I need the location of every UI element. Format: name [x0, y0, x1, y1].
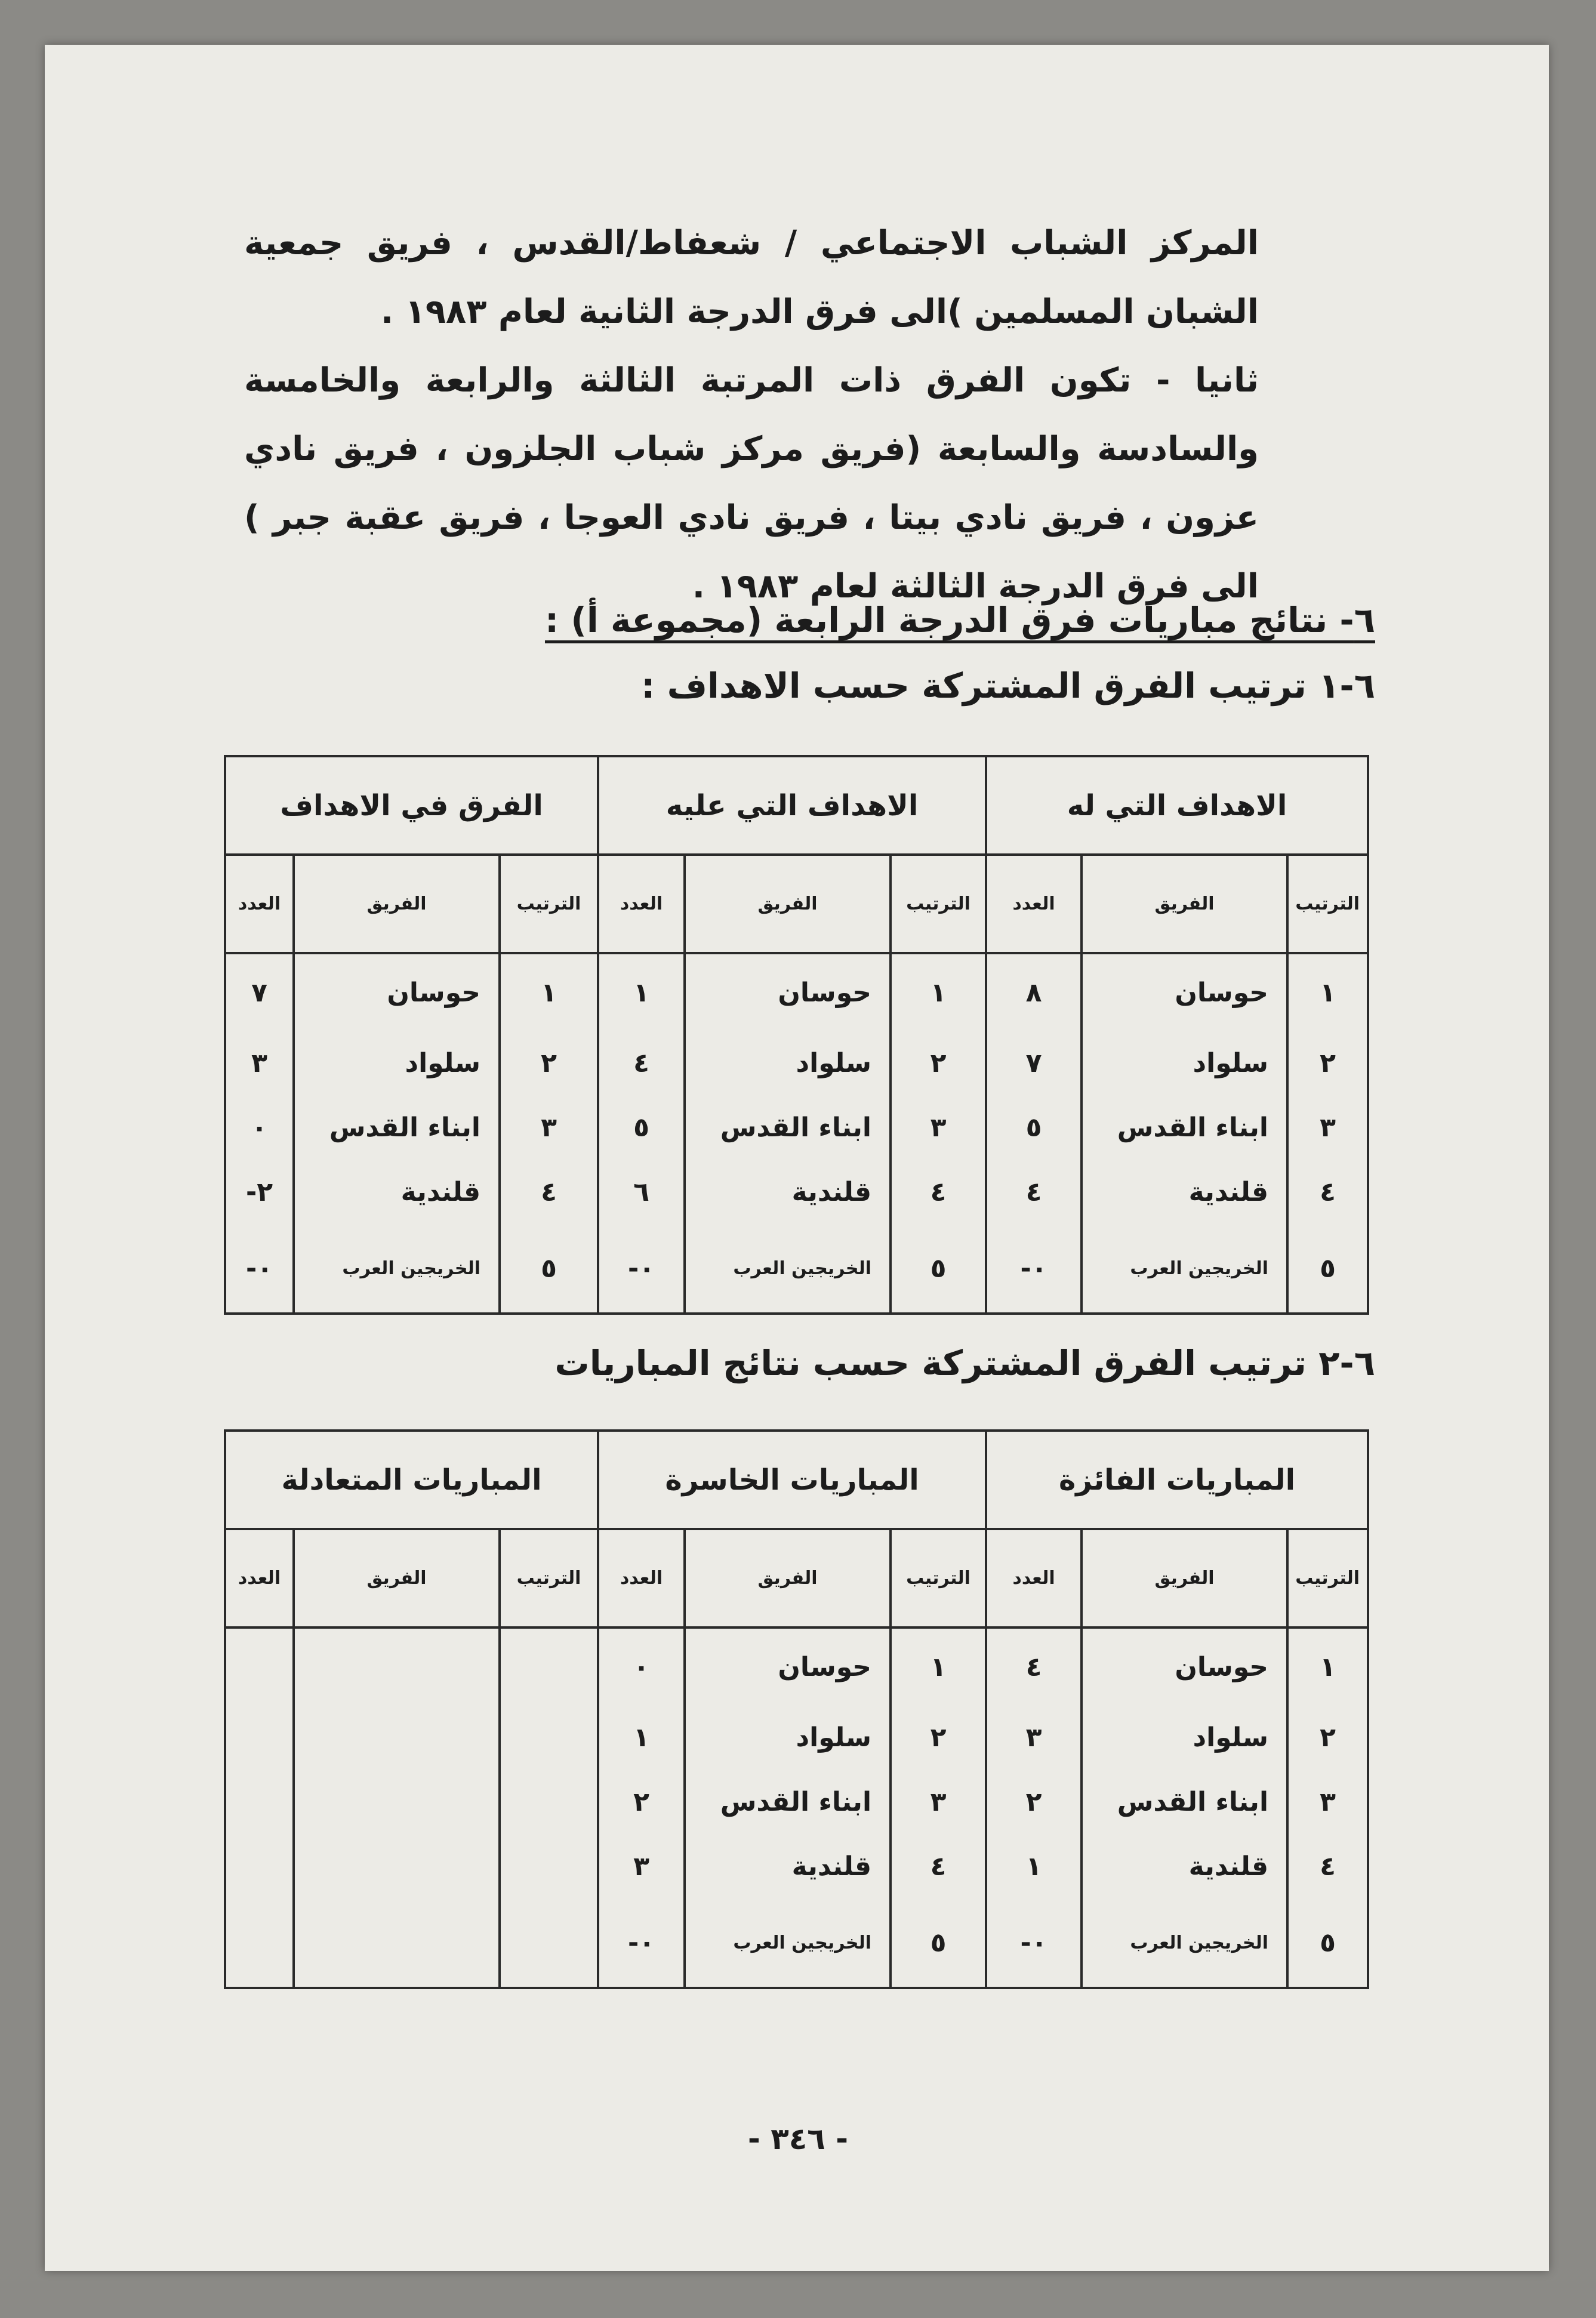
rank-cell: ٢: [891, 1031, 986, 1095]
team-cell: الخريجين العرب: [1082, 1898, 1287, 1988]
column-header: العدد: [225, 1529, 294, 1627]
column-header: الفريق: [685, 855, 891, 953]
column-header: الترتيب: [500, 1529, 598, 1627]
sub-header-row: [225, 1529, 1368, 1627]
match-results-ranking-table: [224, 1429, 1369, 1989]
table-row: [225, 1224, 1368, 1314]
team-cell: الخريجين العرب: [1082, 1224, 1287, 1314]
column-header: العدد: [598, 855, 685, 953]
column-header: الفريق: [1082, 1529, 1287, 1627]
team-cell: ابناء القدس: [1082, 1770, 1287, 1834]
count-cell: ٤: [986, 1627, 1082, 1705]
team-cell: [294, 1770, 500, 1834]
count-cell: ٠: [225, 1095, 294, 1160]
table-row: [225, 1160, 1368, 1224]
count-cell: [225, 1834, 294, 1898]
team-cell: قلندية: [1082, 1160, 1287, 1224]
rank-cell: [500, 1627, 598, 1705]
team-cell: [294, 1834, 500, 1898]
group-header-wins: المباريات الفائزة: [986, 1431, 1368, 1529]
team-cell: [294, 1898, 500, 1988]
rank-cell: ٤: [891, 1160, 986, 1224]
team-cell: قلندية: [294, 1160, 500, 1224]
count-cell: ٣: [225, 1031, 294, 1095]
group-header-goal-difference: الفرق في الاهداف: [225, 756, 598, 855]
sub-header-row: [225, 855, 1368, 953]
column-header: الفريق: [294, 855, 500, 953]
count-cell: ٠-: [598, 1898, 685, 1988]
rank-cell: ٣: [891, 1770, 986, 1834]
team-cell: حوسان: [685, 953, 891, 1031]
group-header-draws: المباريات المتعادلة: [225, 1431, 598, 1529]
team-cell: الخريجين العرب: [685, 1898, 891, 1988]
count-cell: ٢: [598, 1770, 685, 1834]
rank-cell: ١: [500, 953, 598, 1031]
count-cell: ١: [598, 1705, 685, 1770]
team-cell: ابناء القدس: [294, 1095, 500, 1160]
team-cell: ابناء القدس: [1082, 1095, 1287, 1160]
table-row: [225, 1031, 1368, 1095]
team-cell: قلندية: [1082, 1834, 1287, 1898]
section-title: ٦- نتائج مباريات فرق الدرجة الرابعة (مجموعة أ) :: [544, 600, 1375, 640]
team-cell: [294, 1705, 500, 1770]
rank-cell: ٥: [891, 1224, 986, 1314]
team-cell: قلندية: [685, 1834, 891, 1898]
column-header: الفريق: [294, 1529, 500, 1627]
column-header: العدد: [225, 855, 294, 953]
column-header: العدد: [986, 1529, 1082, 1627]
column-header: العدد: [598, 1529, 685, 1627]
rank-cell: ٥: [891, 1898, 986, 1988]
table-row: [225, 1770, 1368, 1834]
team-cell: ابناء القدس: [685, 1770, 891, 1834]
rank-cell: ٤: [500, 1160, 598, 1224]
count-cell: ٠-: [225, 1224, 294, 1314]
rank-cell: ٣: [500, 1095, 598, 1160]
count-cell: [225, 1898, 294, 1988]
table-row: [225, 953, 1368, 1031]
rank-cell: ٥: [500, 1224, 598, 1314]
team-cell: سلواد: [685, 1031, 891, 1095]
team-cell: سلواد: [1082, 1705, 1287, 1770]
table1-caption: ٦-١ ترتيب الفرق المشتركة حسب الاهداف :: [641, 665, 1375, 706]
team-cell: قلندية: [685, 1160, 891, 1224]
rank-cell: ٤: [891, 1834, 986, 1898]
paragraph-1: المركز الشباب الاجتماعي / شعفاط/القدس ، فريق جمعية الشبان المسلمين )الى فرق الدرجة الثانية لعام ١٩٨٣ .: [244, 224, 1259, 331]
count-cell: ٠-: [986, 1224, 1082, 1314]
column-header: الترتيب: [891, 855, 986, 953]
team-cell: حوسان: [685, 1627, 891, 1705]
column-header: الفريق: [1082, 855, 1287, 953]
team-cell: حوسان: [1082, 953, 1287, 1031]
count-cell: [225, 1705, 294, 1770]
rank-cell: [500, 1770, 598, 1834]
rank-cell: ٢: [1287, 1705, 1368, 1770]
column-header: الترتيب: [1287, 855, 1368, 953]
count-cell: ٣: [598, 1834, 685, 1898]
count-cell: ٧: [986, 1031, 1082, 1095]
table-row: [225, 1898, 1368, 1988]
count-cell: ٥: [986, 1095, 1082, 1160]
group-header-losses: المباريات الخاسرة: [598, 1431, 986, 1529]
rank-cell: ٥: [1287, 1898, 1368, 1988]
count-cell: ٤: [598, 1031, 685, 1095]
rank-cell: ٣: [1287, 1095, 1368, 1160]
team-cell: الخريجين العرب: [294, 1224, 500, 1314]
count-cell: ٠-: [986, 1898, 1082, 1988]
page-number: - ٣٤٦ -: [748, 2122, 848, 2156]
rank-cell: ٤: [1287, 1160, 1368, 1224]
count-cell: ١: [598, 953, 685, 1031]
count-cell: [225, 1627, 294, 1705]
table-row: [225, 1834, 1368, 1898]
group-header-goals-for: الاهداف التي له: [986, 756, 1368, 855]
rank-cell: ٢: [500, 1031, 598, 1095]
count-cell: ٨: [986, 953, 1082, 1031]
column-header: الترتيب: [500, 855, 598, 953]
count-cell: ٠: [598, 1627, 685, 1705]
team-cell: سلواد: [294, 1031, 500, 1095]
rank-cell: ١: [891, 953, 986, 1031]
rank-cell: ٣: [1287, 1770, 1368, 1834]
rank-cell: ٢: [1287, 1031, 1368, 1095]
team-cell: الخريجين العرب: [685, 1224, 891, 1314]
team-cell: [294, 1627, 500, 1705]
rank-cell: [500, 1898, 598, 1988]
count-cell: ٧: [225, 953, 294, 1031]
count-cell: [225, 1770, 294, 1834]
rank-cell: ٤: [1287, 1834, 1368, 1898]
count-cell: ٢-: [225, 1160, 294, 1224]
group-header-goals-against: الاهداف التي عليه: [598, 756, 986, 855]
count-cell: ٣: [986, 1705, 1082, 1770]
team-cell: حوسان: [1082, 1627, 1287, 1705]
table2-caption: ٦-٢ ترتيب الفرق المشتركة حسب نتائج المباريات: [554, 1343, 1375, 1383]
table-row: [225, 1095, 1368, 1160]
rank-cell: ٣: [891, 1095, 986, 1160]
table-row: [225, 1627, 1368, 1705]
team-cell: سلواد: [1082, 1031, 1287, 1095]
rank-cell: ١: [1287, 1627, 1368, 1705]
count-cell: ٢: [986, 1770, 1082, 1834]
count-cell: ٦: [598, 1160, 685, 1224]
column-header: الترتيب: [1287, 1529, 1368, 1627]
goals-ranking-table: [224, 755, 1369, 1315]
column-header: الترتيب: [891, 1529, 986, 1627]
column-header: الفريق: [685, 1529, 891, 1627]
team-cell: ابناء القدس: [685, 1095, 891, 1160]
count-cell: ٠-: [598, 1224, 685, 1314]
column-header: العدد: [986, 855, 1082, 953]
count-cell: ٥: [598, 1095, 685, 1160]
rank-cell: ٢: [891, 1705, 986, 1770]
rank-cell: [500, 1834, 598, 1898]
rank-cell: ١: [891, 1627, 986, 1705]
paragraph-2: ثانيا - تكون الفرق ذات المرتبة الثالثة والرابعة والخامسة والسادسة والسابعة (فريق مركز شباب الجلزون ، فريق نادي عزون ، فريق نادي بيتا ، فريق نادي العوجا ، فريق عقبة جبر ) الى فرق الدرجة الثالثة لعام ١٩٨٣ .: [244, 361, 1259, 606]
rank-cell: ١: [1287, 953, 1368, 1031]
table-row: [225, 1705, 1368, 1770]
count-cell: ٤: [986, 1160, 1082, 1224]
rank-cell: [500, 1705, 598, 1770]
rank-cell: ٥: [1287, 1224, 1368, 1314]
team-cell: حوسان: [294, 953, 500, 1031]
team-cell: سلواد: [685, 1705, 891, 1770]
count-cell: ١: [986, 1834, 1082, 1898]
